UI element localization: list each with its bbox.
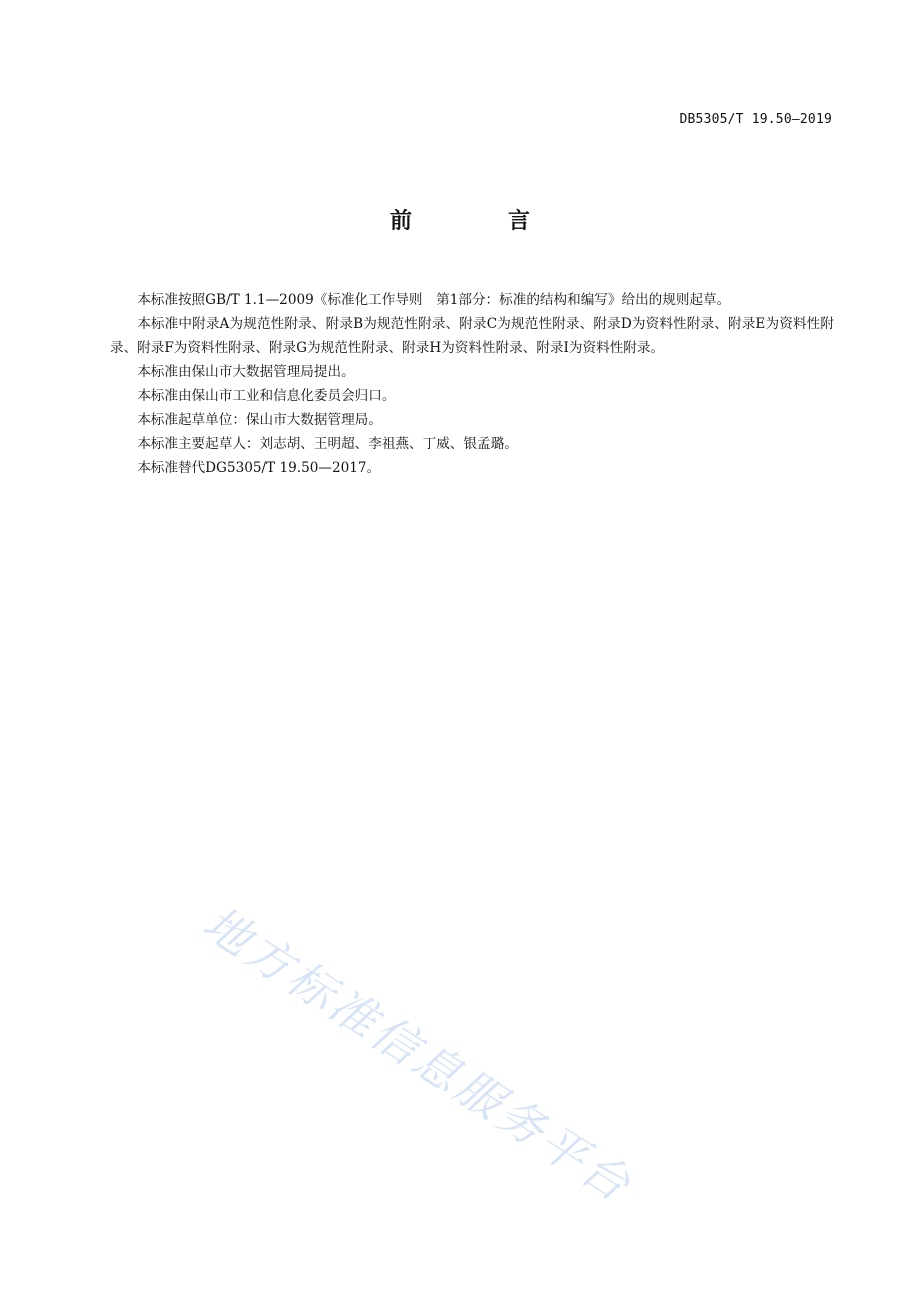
standard-code: DB5305/T 19.50—2019 [679, 112, 832, 127]
title-char-left: 前 [389, 209, 412, 234]
paragraph-drafting-unit: 本标准起草单位：保山市大数据管理局。 [137, 412, 382, 428]
title-char-right: 言 [508, 209, 531, 234]
paragraph-annexes: 本标准中附录A为规范性附录、附录B为规范性附录、附录C为规范性附录、附录D为资料性附录、附录E为资料性附录、附录F为资料性附录、附录G为规范性附录、附录H为资料性附录、附录I为资料性附录。 [110, 316, 834, 356]
paragraph-drafters: 本标准主要起草人：刘志胡、王明超、李祖燕、丁威、银孟璐。 [137, 436, 518, 452]
paragraph-drafting-rules: 本标准按照GB/T 1.1—2009《标准化工作导则 第1部分：标准的结构和编写》给出的规则起草。 [137, 292, 731, 308]
paragraph-administrator: 本标准由保山市工业和信息化委员会归口。 [137, 388, 396, 404]
paragraph-proposer: 本标准由保山市大数据管理局提出。 [137, 364, 355, 380]
watermark-text: 地方标准信息服务平台 [193, 895, 643, 1214]
foreword-body [110, 288, 834, 480]
paragraph-replaces: 本标准替代DG5305/T 19.50—2017。 [137, 460, 381, 476]
page-title [0, 204, 920, 235]
